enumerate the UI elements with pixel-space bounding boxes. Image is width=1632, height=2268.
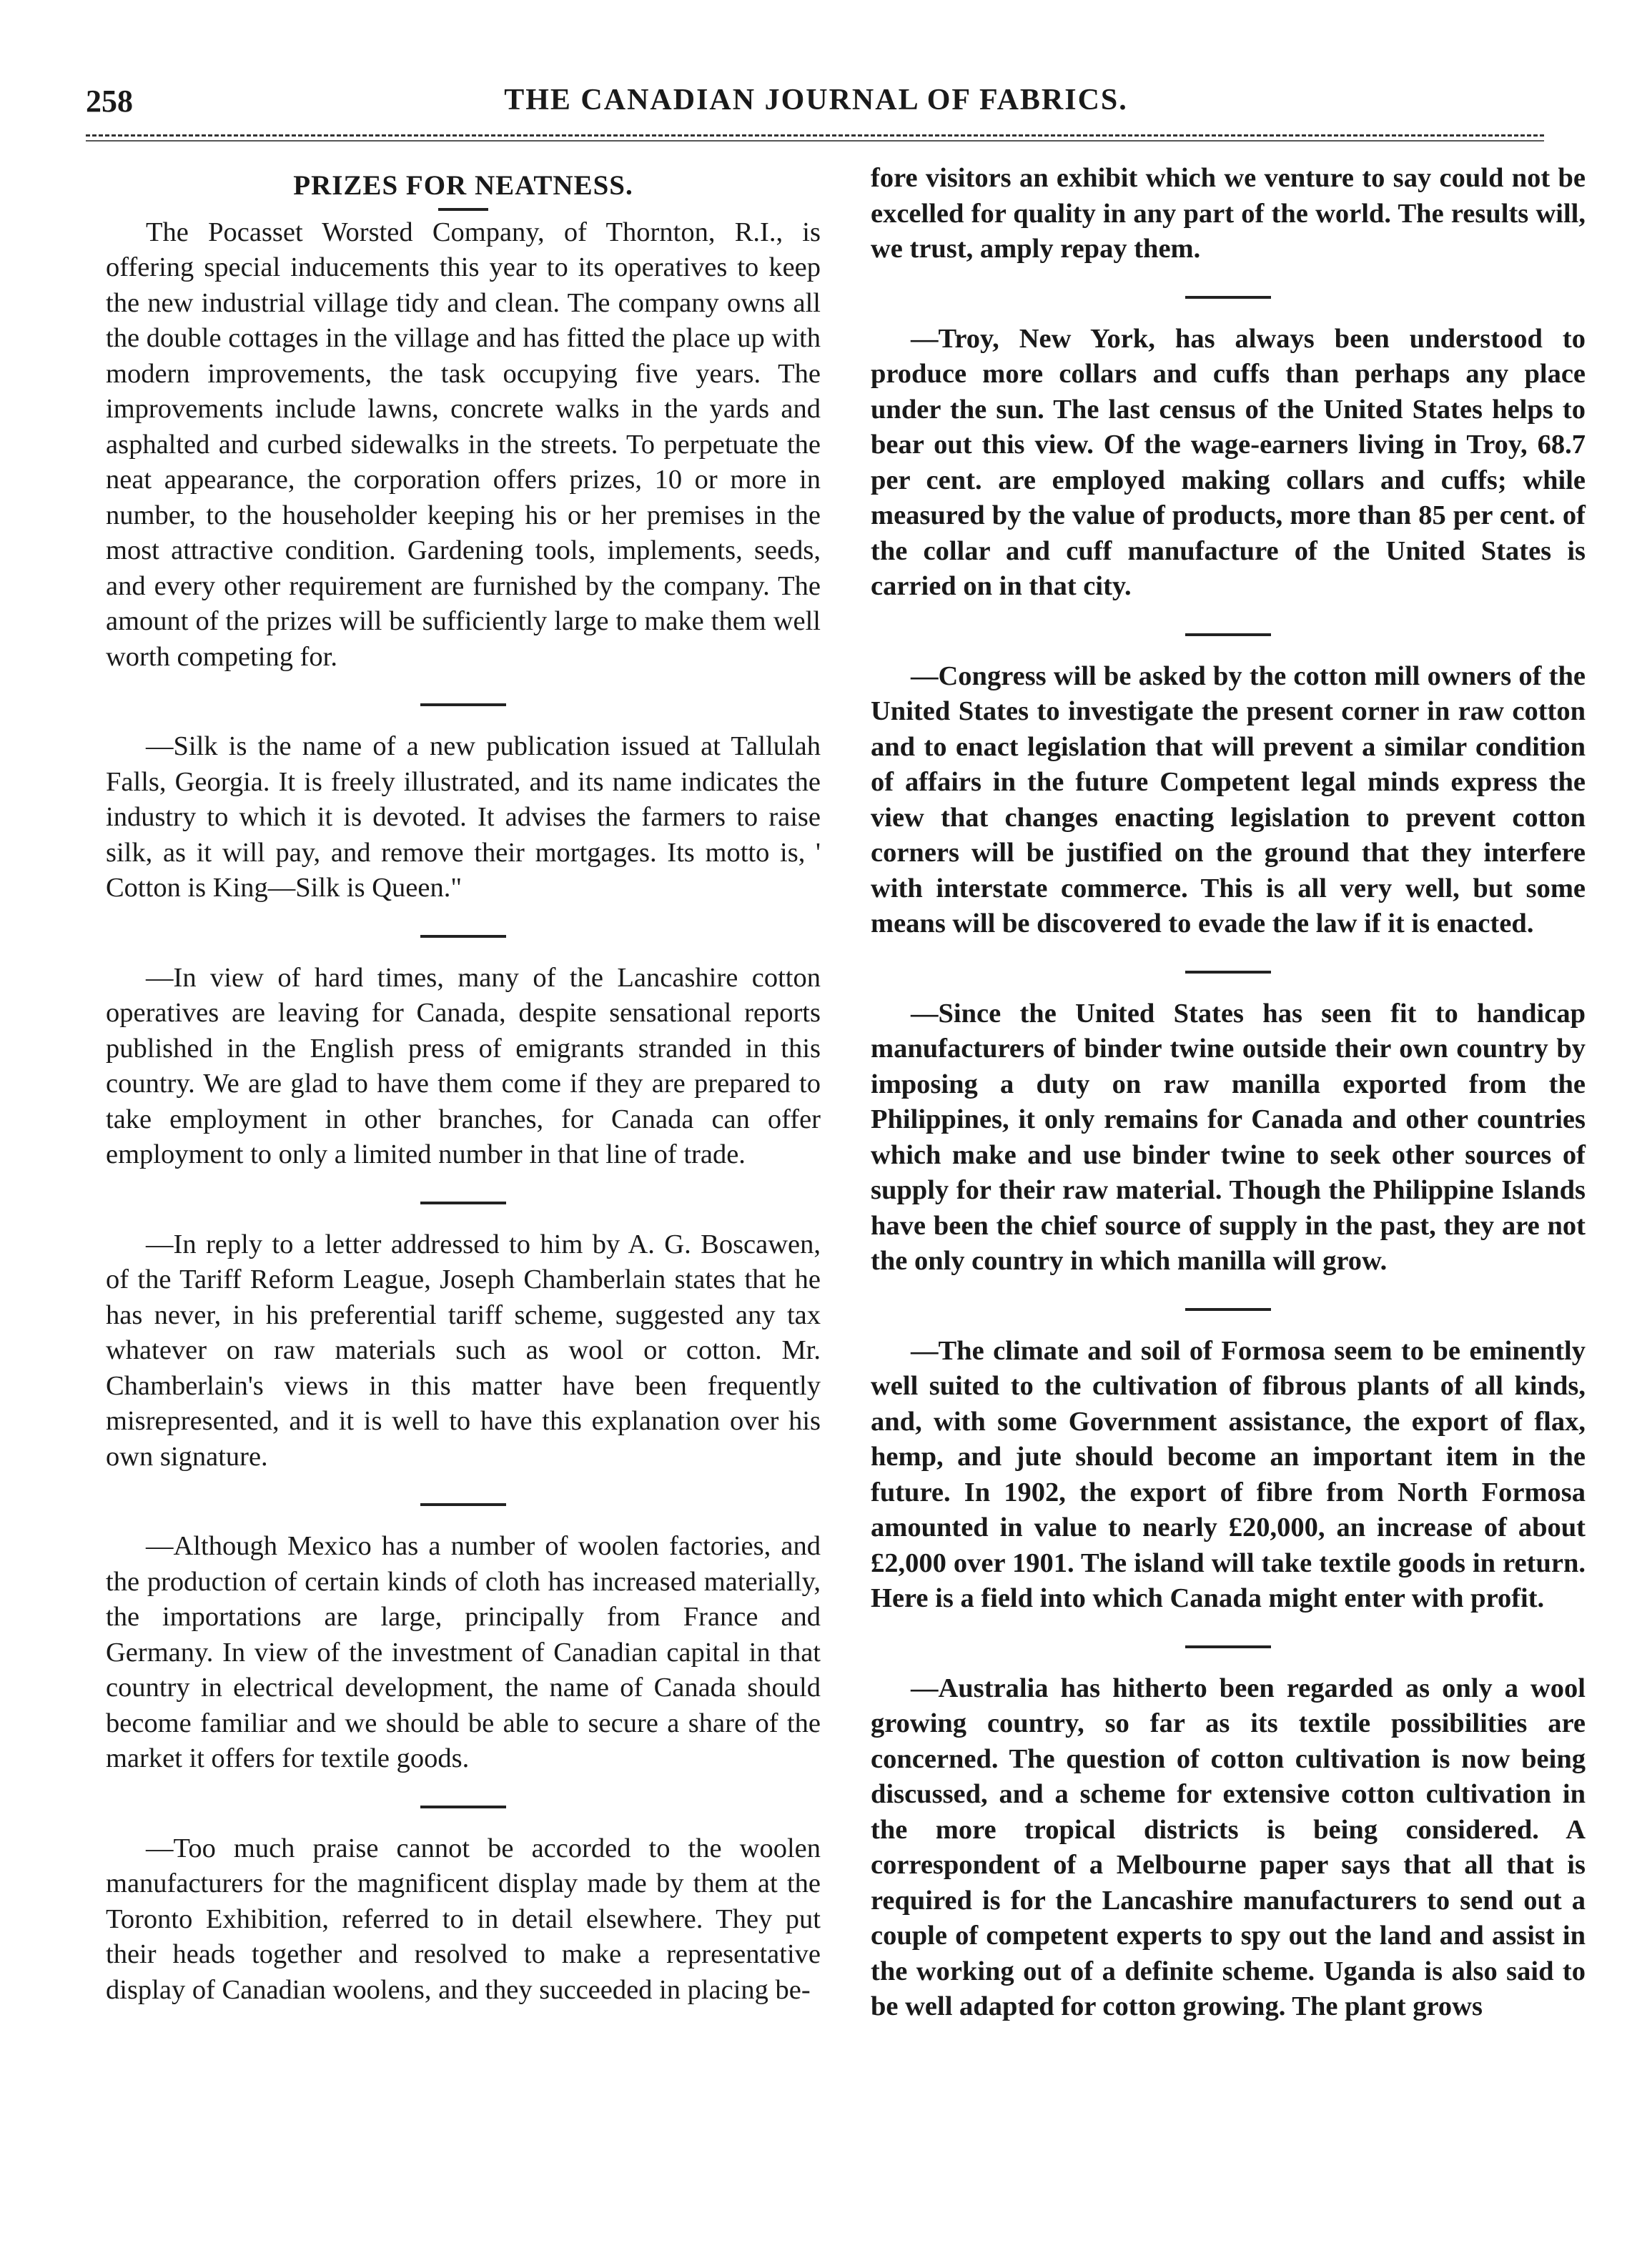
news-item-australia: —Australia has hitherto been regarded as only a wool growing country, so far as its textile possibilities are concerned. The question of cotton cultivation is now being discussed, and a scheme for extensive cotton cultivation in the more tropical districts is being considered. A correspondent of a Melbourne paper says that all that is required is for the Lancashire manufacturers to send out a couple of competent experts to spy out the land and assist in the working out of a definite scheme. Uganda is also said to be well adapted for cotton growing. The plant grows <box>871 1673 1586 2021</box>
header-rule-secondary <box>86 140 1544 142</box>
news-item-toronto-exhibition: —Too much praise cannot be accorded to the woolen manufacturers for the magnificent display made by them at the Toronto Exhibition, referred to in detail elsewhere. They put their heads together and resolved to make a representative display of Canadian woolens, and they succeeded in placing be- <box>106 1833 821 2005</box>
section-separator <box>420 1202 506 1204</box>
continued-paragraph: fore visitors an exhibit which we venture to say could not be excelled for quality in any part of the world. The results will, we trust, amply repay them. <box>871 163 1586 264</box>
header-rule <box>86 134 1544 137</box>
section-separator <box>420 1503 506 1506</box>
section-separator <box>420 1806 506 1808</box>
right-column <box>871 161 1586 2025</box>
news-item-formosa: —The climate and soil of Formosa seem to be eminently well suited to the cultivation of fibrous plants of all kinds, and, with some Government assistance, the export of flax, hemp, and jute should become an important item in the future. In 1902, the export of fibre from North Formosa amounted in value to nearly £20,000, an increase of about £2,000 over 1901. The island will take textile goods in return. Here is a field into which Canada might enter with profit. <box>871 1335 1586 1613</box>
left-column <box>106 161 821 2008</box>
article-title: PRIZES FOR NEATNESS. <box>293 170 633 201</box>
news-item-congress: —Congress will be asked by the cotton mill owners of the United States to investigate the present corner in raw cotton and to enact legislation that will prevent a similar condition of affairs in the future Competent legal minds express the view that changes enacting legislation to prevent cotton corners will be justified on the ground that they interfere with interstate commerce. This is all very well, but some means will be discovered to evade the law if it is enacted. <box>871 660 1586 939</box>
section-separator <box>1185 1308 1271 1311</box>
section-separator <box>1185 296 1271 299</box>
journal-title: THE CANADIAN JOURNAL OF FABRICS. <box>504 84 1128 117</box>
news-item-mexico: —Although Mexico has a number of woolen factories, and the production of certain kinds of cloth has increased materially, the importations are large, principally from France and Germany. In view of the investment of Canadian capital in that country in electrical development, the name of Canada should become familiar and we should be able to secure a share of the market it offers for textile goods. <box>106 1531 821 1773</box>
article-paragraph: The Pocasset Worsted Company, of Thornton, R.I., is offering special inducements this year to its operatives to keep the new industrial village tidy and clean. The company owns all the double cottages in the village and has fitted the place up with modern improvements, the task occupying five years. The improvements include lawns, concrete walks in the yards and asphalted and curbed sidewalks in the streets. To perpetuate the neat appearance, the corporation offers prizes, 10 or more in number, to the householder keeping his or her premises in the most attractive condition. Gardening tools, implements, seeds, and every other requirement are furnished by the company. The amount of the prizes will be sufficiently large to make them well worth competing for. <box>106 217 821 672</box>
title-rule <box>438 208 488 211</box>
news-item-silk: —Silk is the name of a new publication issued at Tallulah Falls, Georgia. It is freely illustrated, and its name indicates the industry to which it is devoted. It advises the farmers to raise silk, as it will pay, and remove their mortgages. Its motto is, ' Cotton is King—Silk is Queen." <box>106 731 821 903</box>
news-item-lancashire: —In view of hard times, many of the Lancashire cotton operatives are leaving for Canada, despite sensational reports published in the English press of emigrants stranded in this country. We are glad to have them come if they are prepared to take employment in other branches, for Canada can offer employment to only a limited number in that line of trade. <box>106 962 821 1169</box>
news-item-chamberlain: —In reply to a letter addressed to him by A. G. Boscawen, of the Tariff Reform League, Joseph Chamberlain states that he has never, in his preferential tariff scheme, suggested any tax whatever on raw materials such as wool or cotton. Mr. Chamberlain's views in this matter have been frequently misrepresented, and it is well to have this explanation over his own signature. <box>106 1229 821 1472</box>
section-separator <box>1185 1645 1271 1648</box>
news-item-troy: —Troy, New York, has always been understood to produce more collars and cuffs than perhaps any place under the sun. The last census of the United States helps to bear out this view. Of the wage-earners living in Troy, 68.7 per cent. are employed making collars and cuffs; while measured by the value of products, more than 85 per cent. of the collar and cuff manufacture of the United States is carried on in that city. <box>871 323 1586 601</box>
page-number: 258 <box>86 84 133 119</box>
section-separator <box>420 935 506 938</box>
section-separator <box>1185 971 1271 974</box>
section-separator <box>420 703 506 706</box>
news-item-binder-twine: —Since the United States has seen fit to handicap manufacturers of binder twine outside their own country by imposing a duty on raw manilla exported from the Philippines, it only remains for Canada and other countries which make and use binder twine to seek other sources of supply for their raw material. Though the Philippine Islands have been the chief source of supply in the past, they are not the only country in which manilla will grow. <box>871 998 1586 1276</box>
section-separator <box>1185 633 1271 636</box>
